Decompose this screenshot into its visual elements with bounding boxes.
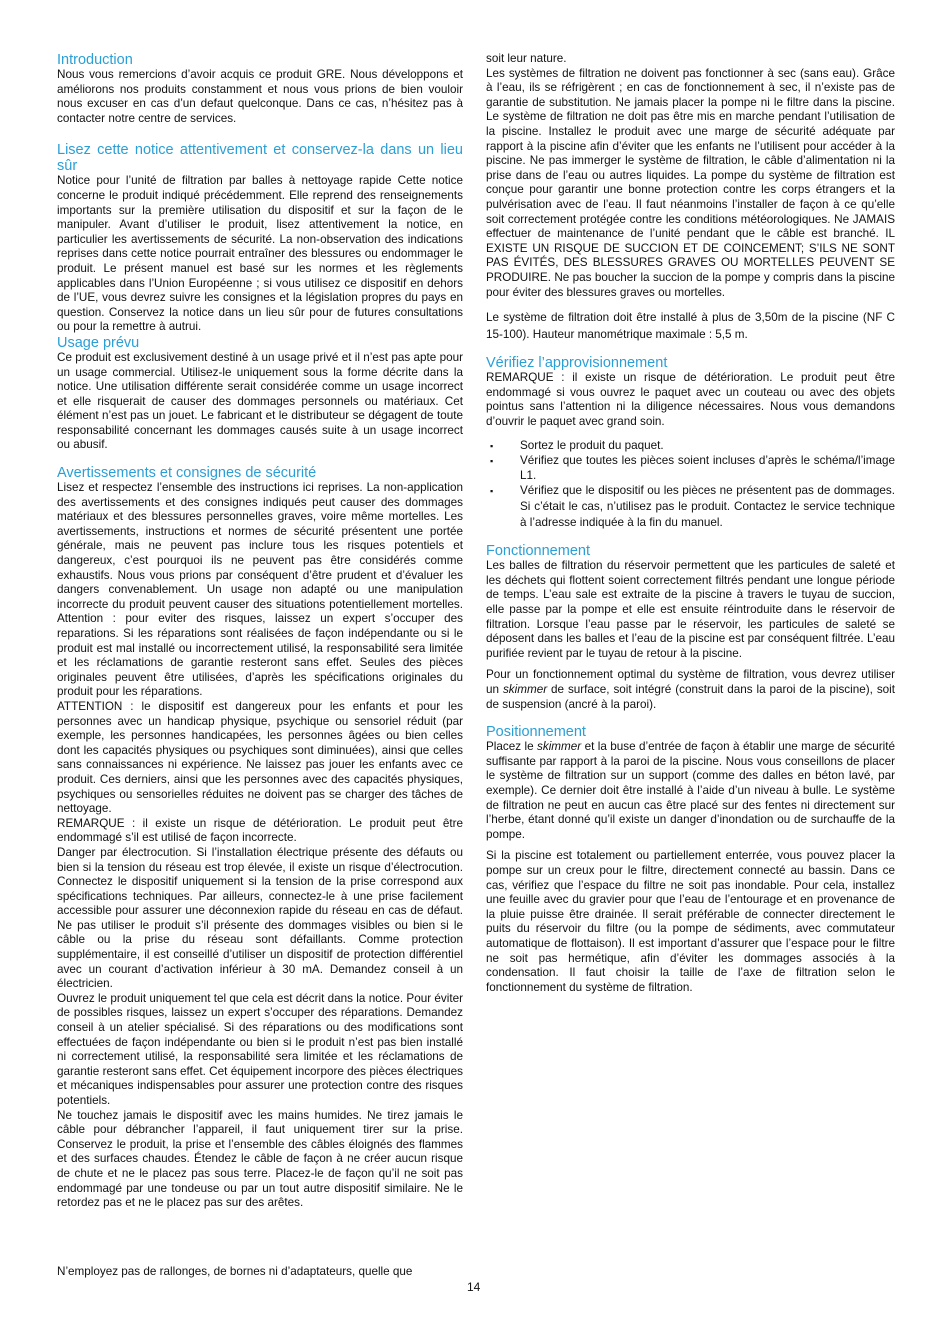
operation-text-b: de surface, soit intégré (construit dans la paroi de la piscine), soit de suspension (ancré à la paroi).: [486, 683, 896, 711]
operation-text-skimmer: skimmer: [502, 683, 548, 696]
section-title-warnings: Avertissements et consignes de sécurité: [57, 465, 317, 482]
warnings-paragraph-5: Ouvrez le produit uniquement tel que cela est décrit dans la notice. Pour éviter de possibles risques, laissez un expert s’occuper des réparations. Demandez conseil à un atelier spécialisé. Si des réparations ou des modifications sont effectuées de façon indépendante ou bien si le produit n’est pas bien installé ni correctement utilisé, la responsabilité sera limitée et les réclamations de garantie resteront sans effet. Cet équipement incorpore des pièces électriques et mécaniques indispensables pour assurer une protection contre des risques potentiels.: [57, 991, 463, 1107]
positioning-paragraph-2: Si la piscine est totalement ou partiellement enterrée, vous pouvez placer la pompe sur un creux pour le filtre, directement connecté au bassin. Dans ce cas, vérifiez que l’espace du filtre ne soit pas inondable. Pour cela, installez une feuille avec du gravier pour que l’eau de l’entourage et en provenance de la pluie puisse être drainée. Il serait préférable de connecter directement le puits du réservoir du filtre (ou la pompe de sédiments, avec commutateur automatique de flottaison). Il est important d’assurer que l’espace pour le filtre ne soit pas hermétique, afin d’éviter les dommages associés à la condensation. Il faut choisir la taille de l’axe de filtration selon le fonctionnement du système de filtration.: [486, 849, 895, 994]
operation-paragraph-1: Les balles de filtration du réservoir permettent que les particules de saleté et les déchets qui flottent soient correctement filtrés pendant une longue période de temps. L’eau sale est extraite de la piscine à travers le tuyau de succion, elle passe par la pompe et elle est ensuite réintroduite dans le réservoir de filtration. Lorsque l’eau passe par le réservoir, les particules de saleté se déposent dans les balles et l’eau de la piscine est par conséquent filtrée. L’eau purifiée revient par le tuyau de retour à la piscine.: [486, 559, 895, 660]
positioning-text-a: Placez le: [486, 740, 537, 754]
verify-checklist: [486, 439, 895, 531]
operation-paragraph-2: [486, 668, 895, 712]
warnings-paragraph-1: Lisez et respectez l’ensemble des instructions ici reprises. La non-application des avertissements et des consignes indiqués peut causer des dommages matériaux et des blessures personnelles graves, voire même mortelles. Les avertissements, instructions et normes de sécurité présentent une portée générale, mais ne peuvent pas inclure tous les risques potentiels et dangereux, c’est pourquoi ils ne peuvent pas être considérés comme exhaustifs. Nous vous prions par conséquent d’être prudent et d’évaluer les dangers convenablement. Un usage non adapté ou une manipulation incorrecte du produit peuvent causer des situations potentiellement mortelles. Attention : pour eviter des risques, laissez un expert s’occuper des reparations. Si les réparations sont réalisées de façon indépendante ou si le produit est mal installé ou incorrectement utilisé, la responsabilité sera limitée et les réclamations de garantie resteront sans effet. Seules des pièces originales peuvent être utilisées, d’après les spécifications originales du produit pour les réparations.: [57, 481, 463, 699]
list-item-text: Vérifiez que toutes les pièces soient incluses d’après le schéma/l’image L1.: [520, 454, 895, 482]
introduction-text: Nous vous remercions d’avoir acquis ce produit GRE. Nous développons et améliorons nos produits constamment et nous vous prions de bien vouloir nous excuser en cas d’un defaut quelconque. Dans ce cas, n’hésitez pas à contacter notre centre de services.: [57, 68, 463, 125]
warnings-paragraph-4: Danger par électrocution. Si l’installation électrique présente des défauts ou bien si la tension du réseau est trop élevée, il existe un risque d’électrocution. Connectez le dispositif uniquement si la tension de la prise correspond aux spécifications techniques. Par ailleurs, connectez-le à une prise facilement accessible pour assurer une déconnexion rapide du réseau en cas de défaut. Ne pas utiliser le produit s’il présente des dommages visibles ou bien si le câble ou la prise du réseau sont défaillants. Comme protection supplémentaire, il est conseillé d’utiliser un dispositif de protection différentiel avec un courant d’activation inférieur à 30 mA. Demandez conseil à un électricien.: [57, 845, 463, 991]
page-number: 14: [467, 1280, 481, 1294]
positioning-text-b: et la buse d’entrée de façon à établir une marge de sécurité suffisante par rapport à la paroi de la piscine. Nous vous conseillons de placer le système de filtration sur un support (comme des dalles en béton lavé, par exemple). Ce dernier doit être installé à l’aide d’un niveau à bulle. Le système de filtration ne peut en aucun cas être placé sur des fentes ni directement sur l’herbe, étant donné qu’il existe un danger d’inondation ou de surchauffe de la pompe.: [486, 740, 895, 841]
list-item: [486, 483, 895, 531]
bullet-icon: ▪: [490, 456, 494, 467]
usage-text: Ce produit est exclusivement destiné à un usage privé et il n’est pas apte pour un usage commercial. Utilisez-le uniquement sous la forme décrite dans la notice. Une utilisation différente serait considérée comme un usage incorrect et elle risquerait de causer des dommages personnels ou matériaux. Cet élément n’est pas un jouet. Le fabricant et le distributeur se dégagent de toute responsabilité concernant les dommages causés suite à un usage incorrect ou abusif.: [57, 350, 463, 452]
list-item-text: Sortez le produit du paquet.: [520, 439, 664, 453]
warnings-paragraph-3: REMARQUE : il existe un risque de détérioration. Le produit peut être endommagé s’il est utilisé de façon incorrecte.: [57, 816, 463, 845]
section-title-read-notice: Lisez cette notice attentivement et conservez-la dans un lieu sûr: [57, 142, 463, 175]
section-title-introduction: Introduction: [57, 52, 133, 68]
dry-run-paragraph: Les systèmes de filtration ne doivent pas fonctionner à sec (sans eau). Grâce à l’eau, ils se réfrigèrent ; en cas de fonctionnement à sec, il n’existe pas de garantie de substitution. Ne jamais placer la pompe ni le filtre dans la piscine. Le système de filtration ne doit pas être mis en marche pendant l’utilisation de la piscine. Installez le produit avec une marge de sécurité adéquate par rapport à la piscine afin d’éviter que les enfants ne l’utilisent pour accéder à la piscine. Ne pas immerger le système de filtration, le câble d’alimentation ni la prise dans de l’eau ou autres liquides. La pompe du système de filtration est conçue pour garantir une bonne protection contre les corps étrangers et la pulvérisation avec de l’eau. Il faut néanmoins l’installer de façon à ce qu’elle soit correctement protégée contre les conditions météorologiques. Ne JAMAIS effectuer de maintenance de l’unité pendant que le câble est branché. IL EXISTE UN RISQUE DE SUCCION ET DE COINCEMENT; S’ILS NE SONT PAS ÉVITÉS, DES BLESSURES GRAVES OU MORTELLES PEUVENT SE PRODUIRE. Ne pas boucher la succion de la pompe y compris dans la piscine pour éviter des blessures graves ou mortelles.: [486, 66, 895, 299]
warnings-paragraph-6: Ne touchez jamais le dispositif avec les mains humides. Ne tirez jamais le câble pour débrancher l’appareil, il faut uniquement tirer sur la prise. Conservez le produit, la prise et l’ensemble des câbles éloignés des flammes et des surfaces chaudes. Étendez le câble de façon à ne créer aucun risque de chute et ne le placez pas sous terre. Placez-le de façon qu’il ne soit pas endommagé par une tondeuse ou par un tout autre dispositif similaire. Ne le retordez pas et ne le placez pas sur des arêtes.: [57, 1108, 463, 1210]
read-notice-text: Notice pour l’unité de filtration par balles à nettoyage rapide Cette notice concerne le produit indiqué précédemment. Elle reprend des renseignements importants sur la première utilisation du dispositif et sur la façon de le manipuler. Avant d’utiliser le produit, lisez attentivement la notice, en particulier les avertissements de sécurité. La non-observation des indications reprises dans cette notice pourrait entraîner des blessures ou endommager le produit. Le présent manuel est basé sur les normes et les règlements applicables dans l’Union Européenne ; si vous utilisez ce dispositif en dehors de l’UE, vous devrez suivre les consignes et la législation propres du pays en question. Conservez la notice dans un lieu sûr pour de futures consultations ou pour la remettre à autrui.: [57, 174, 463, 334]
bullet-icon: ▪: [490, 441, 494, 452]
right-column: [486, 52, 895, 995]
operation-text-a: Pour un fonctionnement optimal du système de filtration, vous devrez utiliser un: [486, 668, 895, 696]
positioning-paragraph-1: [486, 740, 895, 842]
positioning-text-skimmer: skimmer: [537, 740, 582, 754]
section-title-operation: Fonctionnement: [486, 543, 590, 560]
left-column: [57, 52, 463, 1211]
list-item: [486, 439, 895, 454]
continued-text: soit leur nature.: [486, 52, 567, 65]
overlapping-footer-line: N’employez pas de rallonges, de bornes ni d’adaptateurs, quelle que: [57, 1265, 413, 1278]
verify-supply-text: REMARQUE : il existe un risque de détérioration. Le produit peut être endommagé si vous ouvrez le paquet avec un couteau ou avec des objets pointus sans l’attention ni la diligence nécessaires. Nous vous demandons d’ouvrir le paquet avec grand soin.: [486, 371, 895, 428]
list-item-text: Vérifiez que le dispositif ou les pièces ne présentent pas de dommages. Si c’était le cas, n’utilisez pas le produit. Contactez le service technique à l’adresse indiquée à la fin du manuel.: [520, 484, 895, 530]
warnings-paragraph-2: ATTENTION : le dispositif est dangereux pour les enfants et pour les personnes avec un handicap physique, psychique ou sensoriel réduit (par exemple, les personnes handicapées, les personnes âgées ou bien celles dont les capacités physiques ou psychiques sont diminuées), ainsi que celles sans connaissances ni expérience. Ne laissez pas jouer les enfants avec ce produit. Ces derniers, ainsi que les personnes avec des capacités physiques, psychiques ou sensorielles réduites ne doivent pas se charger des tâches de nettoyage.: [57, 699, 463, 816]
installation-distance-paragraph: Le système de filtration doit être installé à plus de 3,50m de la piscine (NF C 15-100). Hauteur manométrique maximale : 5,5 m.: [486, 311, 895, 342]
section-title-verify-supply: Vérifiez l’approvisionnement: [486, 355, 668, 372]
bullet-icon: ▪: [490, 486, 494, 497]
section-title-positioning: Positionnement: [486, 724, 586, 741]
section-title-usage: Usage prévu: [57, 334, 140, 351]
list-item: [486, 454, 895, 483]
